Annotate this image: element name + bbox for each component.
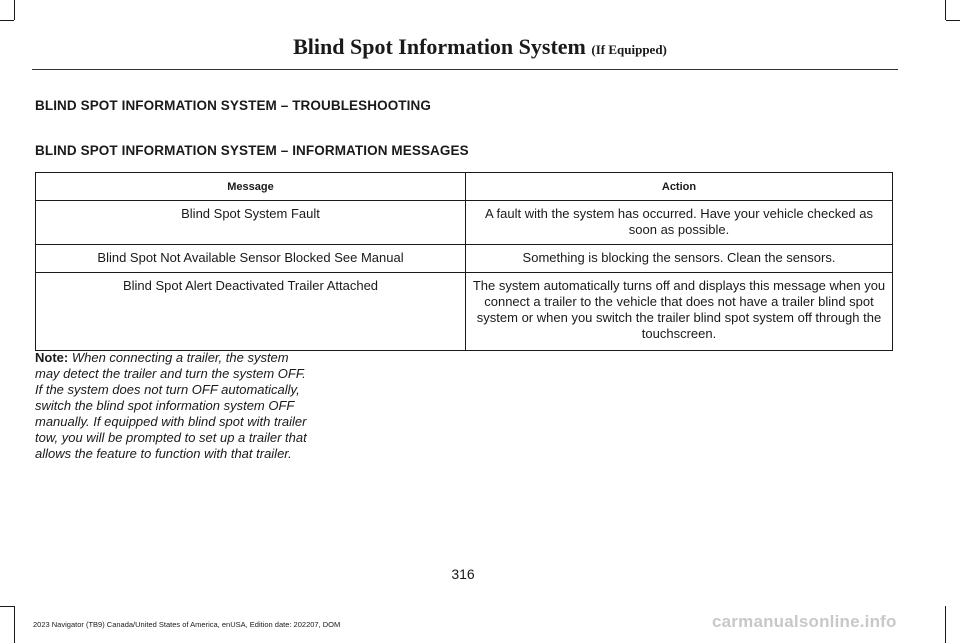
action-cell: The system automatically turns off and displays this message when you connect a trailer to the vehicle that does not have a trailer blind spot system or when you switch the trailer blind spot system off through the touchscreen. xyxy=(466,273,893,351)
crop-mark-bottom-left-v xyxy=(14,606,15,643)
information-messages-table xyxy=(35,172,893,351)
troubleshooting-heading: BLIND SPOT INFORMATION SYSTEM – TROUBLESHOOTING xyxy=(35,98,431,113)
header-divider xyxy=(32,69,898,70)
column-header-message: Message xyxy=(36,173,466,201)
table-row xyxy=(36,245,893,273)
table-header-row xyxy=(36,173,893,201)
message-cell: Blind Spot System Fault xyxy=(36,201,466,245)
column-header-action: Action xyxy=(466,173,893,201)
page-number: 316 xyxy=(451,566,475,582)
crop-mark-bottom-left-h xyxy=(0,606,14,607)
table-row xyxy=(36,273,893,351)
message-cell: Blind Spot Not Available Sensor Blocked See Manual xyxy=(36,245,466,273)
table-row xyxy=(36,201,893,245)
edition-footer: 2023 Navigator (TB9) Canada/United States of America, enUSA, Edition date: 202207, DOM xyxy=(33,620,341,629)
action-cell: A fault with the system has occurred. Have your vehicle checked as soon as possible. xyxy=(466,201,893,245)
crop-mark-top-left-h xyxy=(0,20,14,21)
note-text: When connecting a trailer, the system may detect the trailer and turn the system OFF. If the system does not turn OFF automatically, switch the blind spot information system OFF manually. If equipped with blind spot with trailer tow, you will be prompted to set up a trailer that allows the feature to function with that trailer. xyxy=(35,350,307,461)
watermark: carmanualsonline.info xyxy=(712,612,897,631)
crop-mark-top-right-h xyxy=(946,20,960,21)
action-cell: Something is blocking the sensors. Clean the sensors. xyxy=(466,245,893,273)
header-title-text: Blind Spot Information System xyxy=(293,34,586,59)
crop-mark-bottom-right-v xyxy=(945,606,946,643)
message-cell: Blind Spot Alert Deactivated Trailer Attached xyxy=(36,273,466,351)
trailer-note xyxy=(35,350,315,462)
note-label: Note: xyxy=(35,350,69,365)
header-title-suffix: (If Equipped) xyxy=(591,42,667,57)
crop-mark-top-left-v xyxy=(14,0,15,20)
page-header-title xyxy=(0,34,960,60)
crop-mark-top-right-v xyxy=(945,0,946,20)
information-messages-heading: BLIND SPOT INFORMATION SYSTEM – INFORMATION MESSAGES xyxy=(35,143,469,158)
